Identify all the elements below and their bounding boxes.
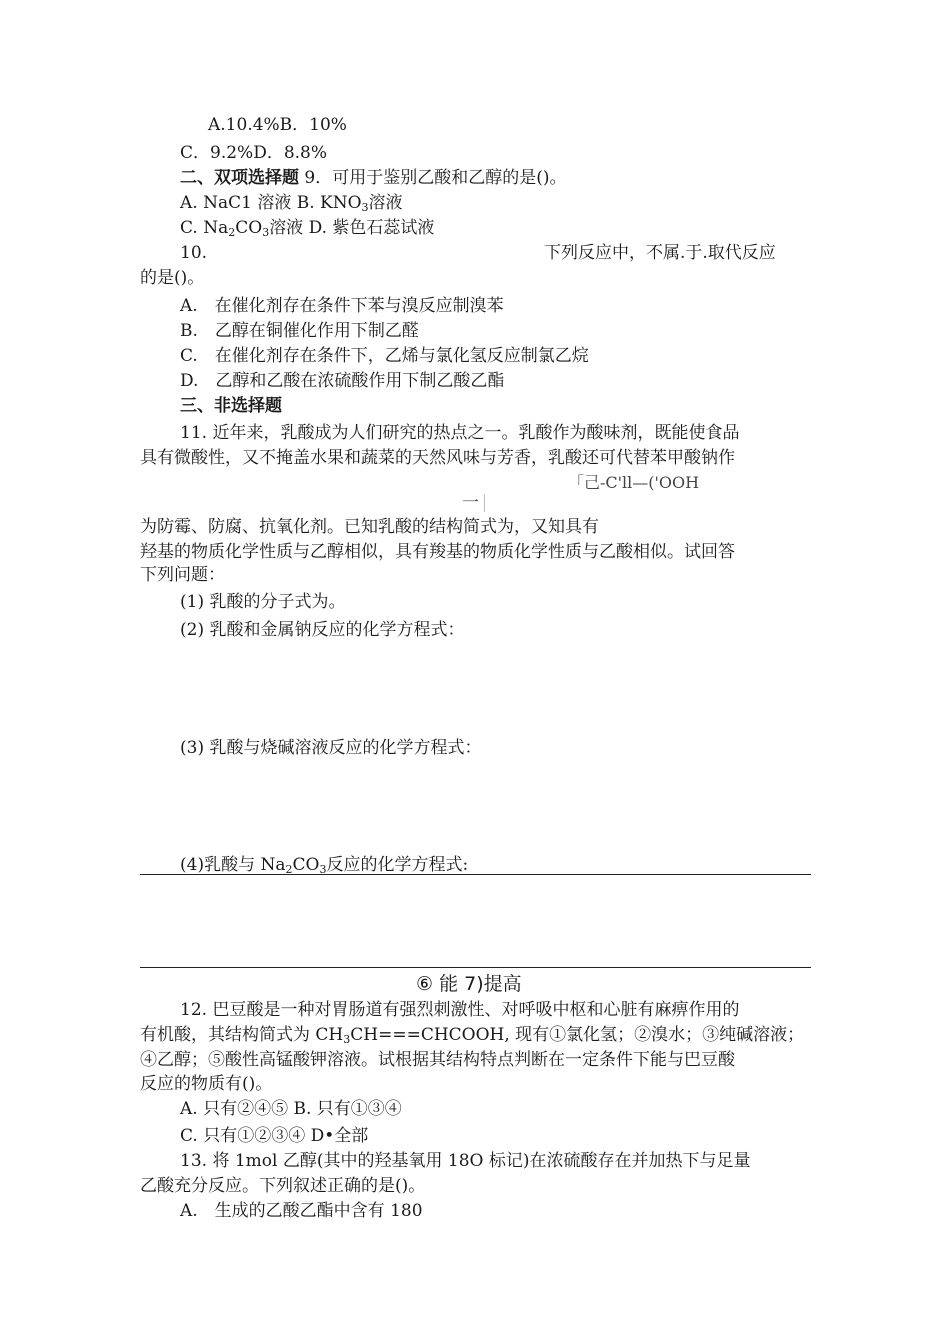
q9-options-cd: C. $Na_2CO_3$溶液 D. 紫色石蕊试液 — [180, 218, 435, 239]
q8-options-cd: C．9.2%D．8.8% — [180, 143, 328, 163]
q10-number: 10. — [180, 243, 208, 263]
q12-line1: 12. 巴豆酸是一种对胃肠道有强烈刺激性、对呼吸中枢和心脏有麻痹作用的 — [180, 1000, 740, 1020]
q12-line4: 反应的物质有()。 — [140, 1074, 273, 1094]
q9-line — [180, 167, 567, 189]
q10-option-c: C. 在催化剂存在条件下，乙烯与氯化氢反应制氯乙烷 — [180, 346, 589, 366]
q11-sub2: (2) 乳酸和金属钠反应的化学方程式： — [180, 620, 465, 640]
q13-line2: 乙酸充分反应。下列叙述正确的是()。 — [140, 1176, 426, 1196]
q11-sub1: (1) 乳酸的分子式为。 — [180, 592, 346, 612]
structure-bracket — [484, 494, 485, 512]
q12-options-cd: C. 只有①②③④ D•全部 — [180, 1126, 369, 1146]
structure-mark: 一 — [462, 493, 479, 513]
q12-line2: 有机酸，其结构简式为 $CH_3CH===CHCOOH$, 现有①氯化氢；②溴水；③纯碱溶液； — [140, 1025, 805, 1046]
q9-options-ab: A. NaC1 溶液 B. $KNO_3$溶液 — [180, 193, 403, 214]
q12-line3: ④乙醇；⑤酸性高锰酸钾溶液。试根据其结构特点判断在一定条件下能与巴豆酸 — [140, 1050, 735, 1070]
answer-rule-2 — [140, 967, 811, 968]
q10-option-a: A. 在催化剂存在条件下苯与溴反应制溴苯 — [180, 296, 504, 316]
q8-options-ab: A.10.4%B．10% — [208, 115, 347, 135]
q11-line4: 羟基的物质化学性质与乙醇相似，具有羧基的物质化学性质与乙酸相似。试回答 — [140, 542, 735, 562]
q12-options-ab: A. 只有②④⑤ B. 只有①③④ — [180, 1099, 402, 1119]
section2-title: 二、双项选择题 — [180, 168, 299, 188]
q11-line5: 下列问题： — [140, 565, 225, 585]
lactic-acid-structure: 「己-C'll—('OOH — [568, 473, 700, 492]
q11-line2: 具有微酸性，又不掩盖水果和蔬菜的天然风味与芳香，乳酸还可代替苯甲酸钠作 — [140, 448, 735, 468]
q10-stem: 下列反应中，不属.于.取代反应 — [544, 243, 776, 263]
q10-option-b: B. 乙醇在铜催化作用下制乙醛 — [180, 321, 419, 341]
q13-line1: 13. 将 1mol 乙醇(其中的羟基氧用 18O 标记)在浓硫酸存在并加热下与足量 — [180, 1151, 751, 1171]
section3-title: 三、非选择题 — [180, 396, 282, 416]
q9-stem: 9．可用于鉴别乙酸和乙醇的是()。 — [304, 168, 567, 188]
q13-option-a: A. 生成的乙酸乙酯中含有 180 — [180, 1201, 423, 1221]
section4-heading: ⑥ 能 7)提高 — [416, 973, 522, 995]
answer-rule-1 — [140, 874, 811, 875]
q11-sub3: (3) 乳酸与烧碱溶液反应的化学方程式： — [180, 738, 482, 758]
q10-option-d: D. 乙醇和乙酸在浓硫酸作用下制乙酸乙酯 — [180, 371, 505, 391]
q11-line3: 为防霉、防腐、抗氧化剂。已知乳酸的结构简式为，又知具有 — [140, 517, 599, 537]
q10-stem-cont: 的是()。 — [140, 268, 205, 288]
q11-line1: 11. 近年来，乳酸成为人们研究的热点之一。乳酸作为酸味剂，既能使食品 — [180, 423, 740, 443]
q11-sub4: (4)乳酸与 $Na_2CO_3$反应的化学方程式: — [180, 855, 469, 876]
